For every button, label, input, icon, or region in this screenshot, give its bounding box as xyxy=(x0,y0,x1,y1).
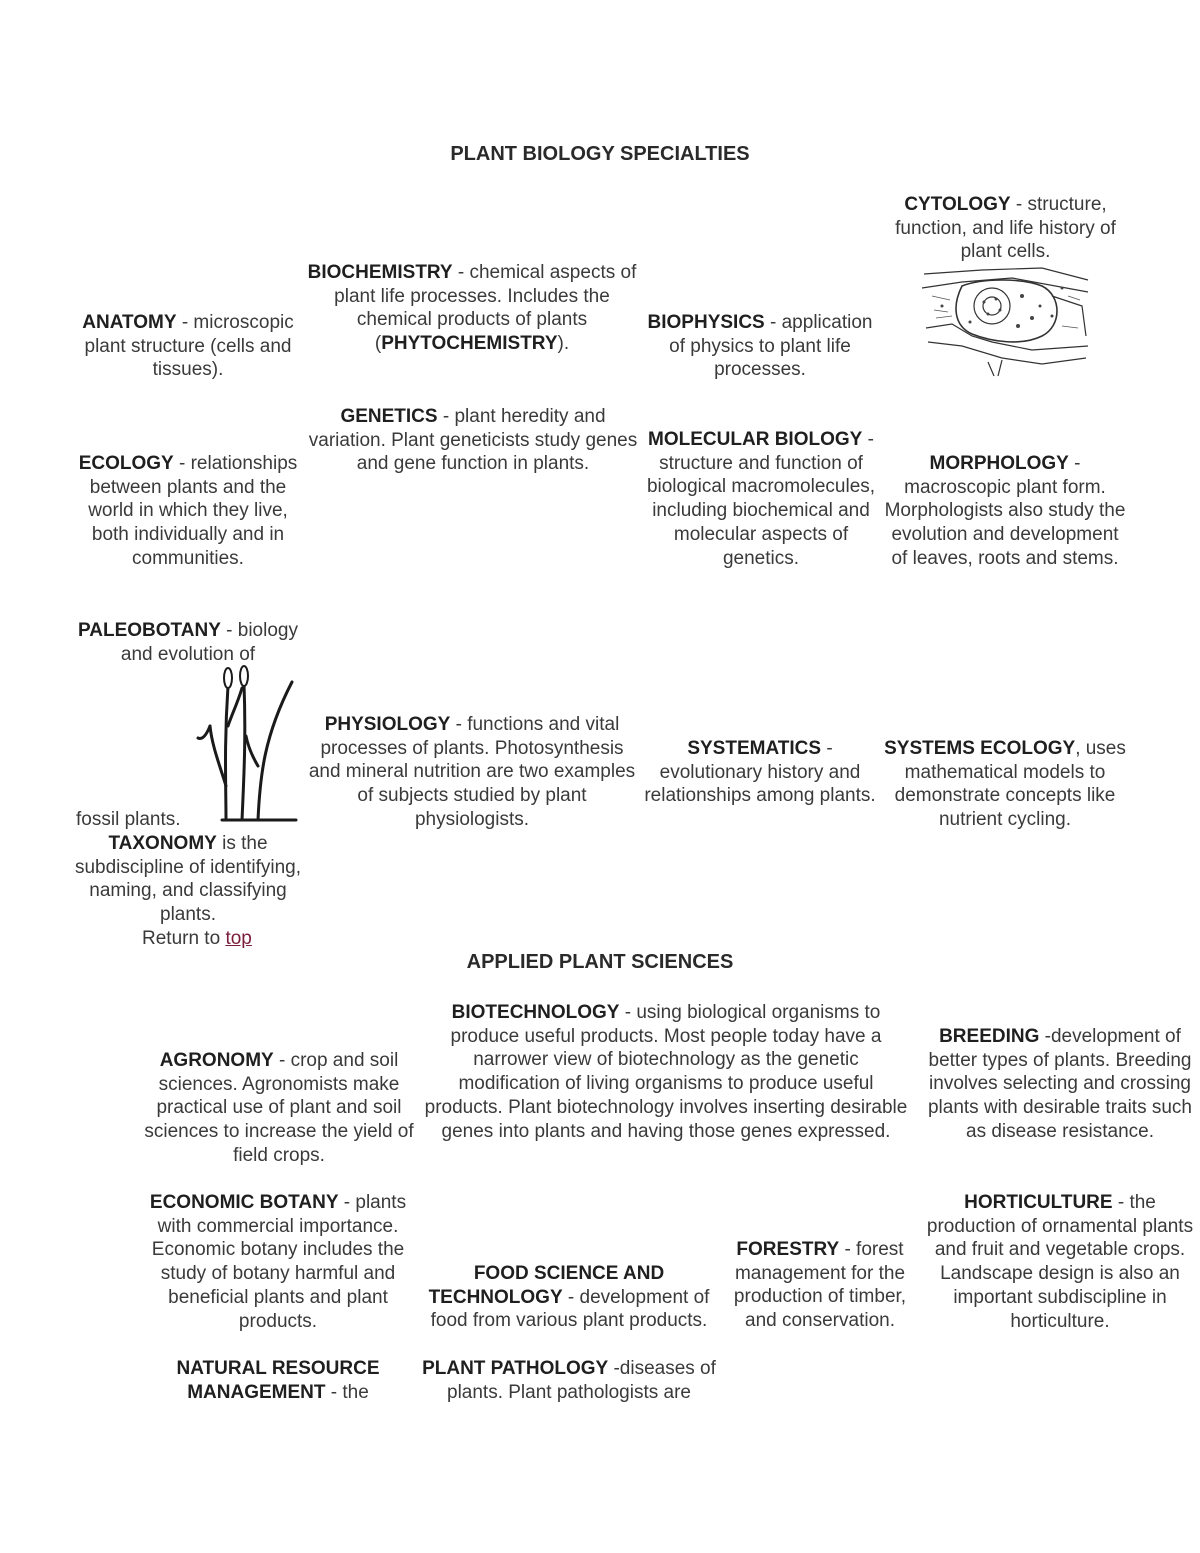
desc-economic-botany: - plants with commercial importance. Economic botany includes the study of botany harmful and beneficial plants and plant products. xyxy=(151,1192,407,1332)
desc-paleobotany: - biology and evolution of xyxy=(120,620,298,665)
desc-cytology: - structure, function, and life history of plant cells. xyxy=(895,194,1116,263)
term-forestry: FORESTRY xyxy=(736,1239,840,1260)
entry-ecology xyxy=(76,452,300,571)
term-genetics: GENETICS xyxy=(340,406,438,427)
desc-biophysics: - application of physics to plant life processes. xyxy=(669,312,873,381)
desc-natural-resource: - the xyxy=(325,1381,369,1403)
desc-plant-pathology: -diseases of plants. Plant pathologists are xyxy=(447,1358,716,1403)
entry-morphology xyxy=(884,452,1126,571)
term-cytology: CYTOLOGY xyxy=(904,194,1011,215)
term-plant-pathology: PLANT PATHOLOGY xyxy=(422,1358,609,1379)
entry-biophysics xyxy=(645,311,875,382)
term-molecular-biology: MOLECULAR BIOLOGY xyxy=(648,429,863,450)
term-economic-botany: ECONOMIC BOTANY xyxy=(149,1192,339,1213)
term-horticulture: HORTICULTURE xyxy=(964,1192,1113,1213)
desc-paleobotany-end: fossil plants. xyxy=(76,809,181,830)
term-taxonomy: TAXONOMY xyxy=(108,833,217,854)
entry-economic-botany xyxy=(138,1191,418,1333)
term-natural-resource: NATURAL RESOURCE MANAGEMENT xyxy=(176,1358,380,1403)
entry-molecular-biology xyxy=(638,428,884,570)
term-systems-ecology: SYSTEMS ECOLOGY xyxy=(884,738,1076,759)
term-physiology: PHYSIOLOGY xyxy=(324,714,451,735)
term-food-science: FOOD SCIENCE AND TECHNOLOGY xyxy=(428,1263,665,1308)
desc-ecology: - relationships between plants and the world in which they live, both individually and in communities. xyxy=(88,453,298,569)
entry-breeding xyxy=(922,1025,1198,1144)
desc-biochemistry: - chemical aspects of plant life processes. Includes the chemical products of plants ( xyxy=(334,262,637,355)
desc-agronomy: - crop and soil sciences. Agronomists make practical use of plant and soil sciences to increase the yield of field crops. xyxy=(144,1050,414,1166)
entry-forestry xyxy=(722,1238,918,1333)
desc-systems-ecology: , uses mathematical models to demonstrate concepts like nutrient cycling. xyxy=(894,738,1126,831)
desc-morphology: - macroscopic plant form. Morphologists also study the evolution and development of leaves, roots and stems. xyxy=(884,453,1126,569)
term-agronomy: AGRONOMY xyxy=(159,1050,274,1071)
entry-cytology xyxy=(878,193,1133,264)
entry-physiology xyxy=(302,713,642,832)
desc-taxonomy: is the subdiscipline of identifying, naming, and classifying plants. xyxy=(74,833,302,926)
term-phytochemistry: PHYTOCHEMISTRY xyxy=(381,333,558,355)
term-anatomy: ANATOMY xyxy=(82,312,177,333)
heading-applied-plant-sciences: APPLIED PLANT SCIENCES xyxy=(466,951,734,973)
desc-horticulture: - the production of ornamental plants and fruit and vegetable crops. Landscape design is also an important subdiscipline in horticulture. xyxy=(926,1192,1194,1332)
desc-anatomy: - microscopic plant structure (cells and tissues). xyxy=(84,312,294,381)
entry-food-science xyxy=(412,1262,726,1333)
entry-biotechnology xyxy=(424,1001,908,1143)
entry-biochemistry xyxy=(302,261,642,356)
entry-plant-pathology xyxy=(412,1357,726,1404)
term-ecology: ECOLOGY xyxy=(78,453,174,474)
term-biotechnology: BIOTECHNOLOGY xyxy=(451,1002,620,1023)
term-breeding: BREEDING xyxy=(939,1026,1040,1047)
entry-genetics xyxy=(308,405,638,476)
entry-systems-ecology xyxy=(878,737,1132,832)
term-systematics: SYSTEMATICS xyxy=(687,738,822,759)
desc-systematics: - evolutionary history and relationships among plants. xyxy=(644,738,876,807)
return-to-top xyxy=(142,927,252,951)
entry-taxonomy xyxy=(70,832,306,927)
term-paleobotany: PALEOBOTANY xyxy=(78,620,221,641)
plant-cell-illustration xyxy=(922,266,1090,378)
desc-food-science: - development of food from various plant products. xyxy=(430,1286,710,1332)
entry-systematics xyxy=(644,737,876,808)
desc-molecular-biology: - structure and function of biological macromolecules, including biochemical and molecular aspects of genetics. xyxy=(646,429,876,569)
entry-agronomy xyxy=(140,1049,418,1168)
desc-biochemistry-end: ). xyxy=(557,333,570,355)
entry-anatomy xyxy=(66,311,310,382)
fossil-plant-illustration xyxy=(192,666,296,824)
desc-breeding: -development of better types of plants. Breeding involves selecting and crossing plants with desirable traits such as disease resistance. xyxy=(927,1026,1192,1142)
term-biophysics: BIOPHYSICS xyxy=(647,312,765,333)
desc-biotechnology: - using biological organisms to produce useful products. Most people today have a narrower view of biotechnology as the genetic modification of living organisms to produce useful products. Plant biotechnology involves inserting desirable genes into plants and having those genes expressed. xyxy=(424,1002,908,1142)
top-link[interactable]: top xyxy=(225,928,252,949)
heading-plant-biology-specialties: PLANT BIOLOGY SPECIALTIES xyxy=(450,143,750,165)
desc-genetics: - plant heredity and variation. Plant geneticists study genes and gene function in plants. xyxy=(308,406,638,475)
return-label: Return to xyxy=(142,928,226,949)
entry-paleobotany xyxy=(70,619,306,666)
term-biochemistry: BIOCHEMISTRY xyxy=(307,262,453,283)
desc-forestry: - forest management for the production of timber, and conservation. xyxy=(733,1239,907,1332)
desc-physiology: - functions and vital processes of plants. Photosynthesis and mineral nutrition are two examples of subjects studied by plant physiologists. xyxy=(308,714,636,830)
entry-horticulture xyxy=(920,1191,1200,1333)
entry-natural-resource xyxy=(152,1357,404,1404)
term-morphology: MORPHOLOGY xyxy=(929,453,1069,474)
